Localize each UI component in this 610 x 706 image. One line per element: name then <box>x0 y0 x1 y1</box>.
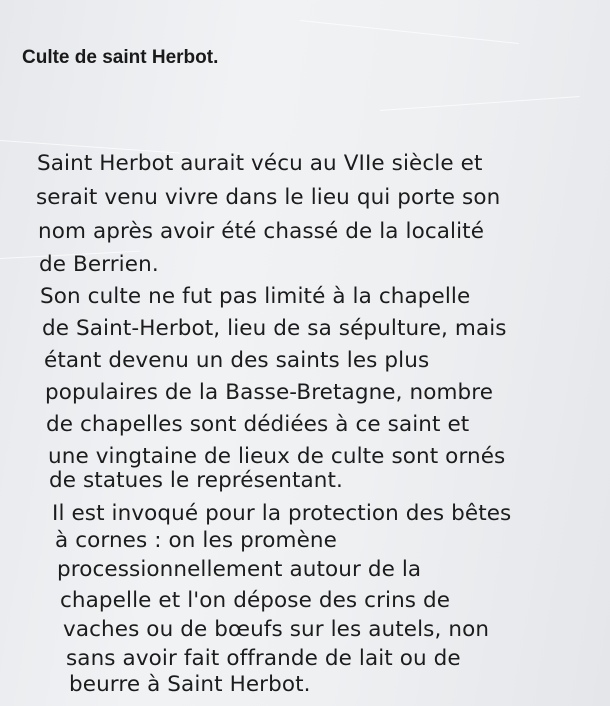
sign-title: Culte de saint Herbot. <box>22 47 219 68</box>
surface-scratch <box>380 96 580 111</box>
surface-scratch <box>300 20 519 44</box>
text-line: de Berrien. <box>39 252 159 277</box>
text-line: chapelle et l'on dépose des crins de <box>60 588 451 613</box>
text-line: de statues le représentant. <box>49 468 343 493</box>
text-line: de chapelles sont dédiées à ce saint et <box>46 412 470 437</box>
text-line: vaches ou de bœufs sur les autels, non <box>63 617 490 642</box>
text-line: Il est invoqué pour la protection des bêtes <box>52 501 512 526</box>
text-line: une vingtaine de lieux de culte sont ornés <box>48 444 506 469</box>
text-line: beurre à Saint Herbot. <box>69 672 311 697</box>
text-line: serait venu vivre dans le lieu qui porte son <box>36 185 501 210</box>
text-line: à cornes : on les promène <box>55 528 337 553</box>
text-line: étant devenu un des saints les plus <box>44 348 430 373</box>
text-line: sans avoir fait offrande de lait ou de <box>66 646 461 671</box>
text-line: processionnellement autour de la <box>57 557 422 582</box>
text-line: de Saint-Herbot, lieu de sa sépulture, mais <box>42 316 507 341</box>
text-line: populaires de la Basse-Bretagne, nombre <box>45 380 494 405</box>
text-line: nom après avoir été chassé de la localité <box>38 219 485 244</box>
text-line: Saint Herbot aurait vécu au VIIe siècle et <box>37 151 483 176</box>
text-line: Son culte ne fut pas limité à la chapelle <box>40 284 471 309</box>
